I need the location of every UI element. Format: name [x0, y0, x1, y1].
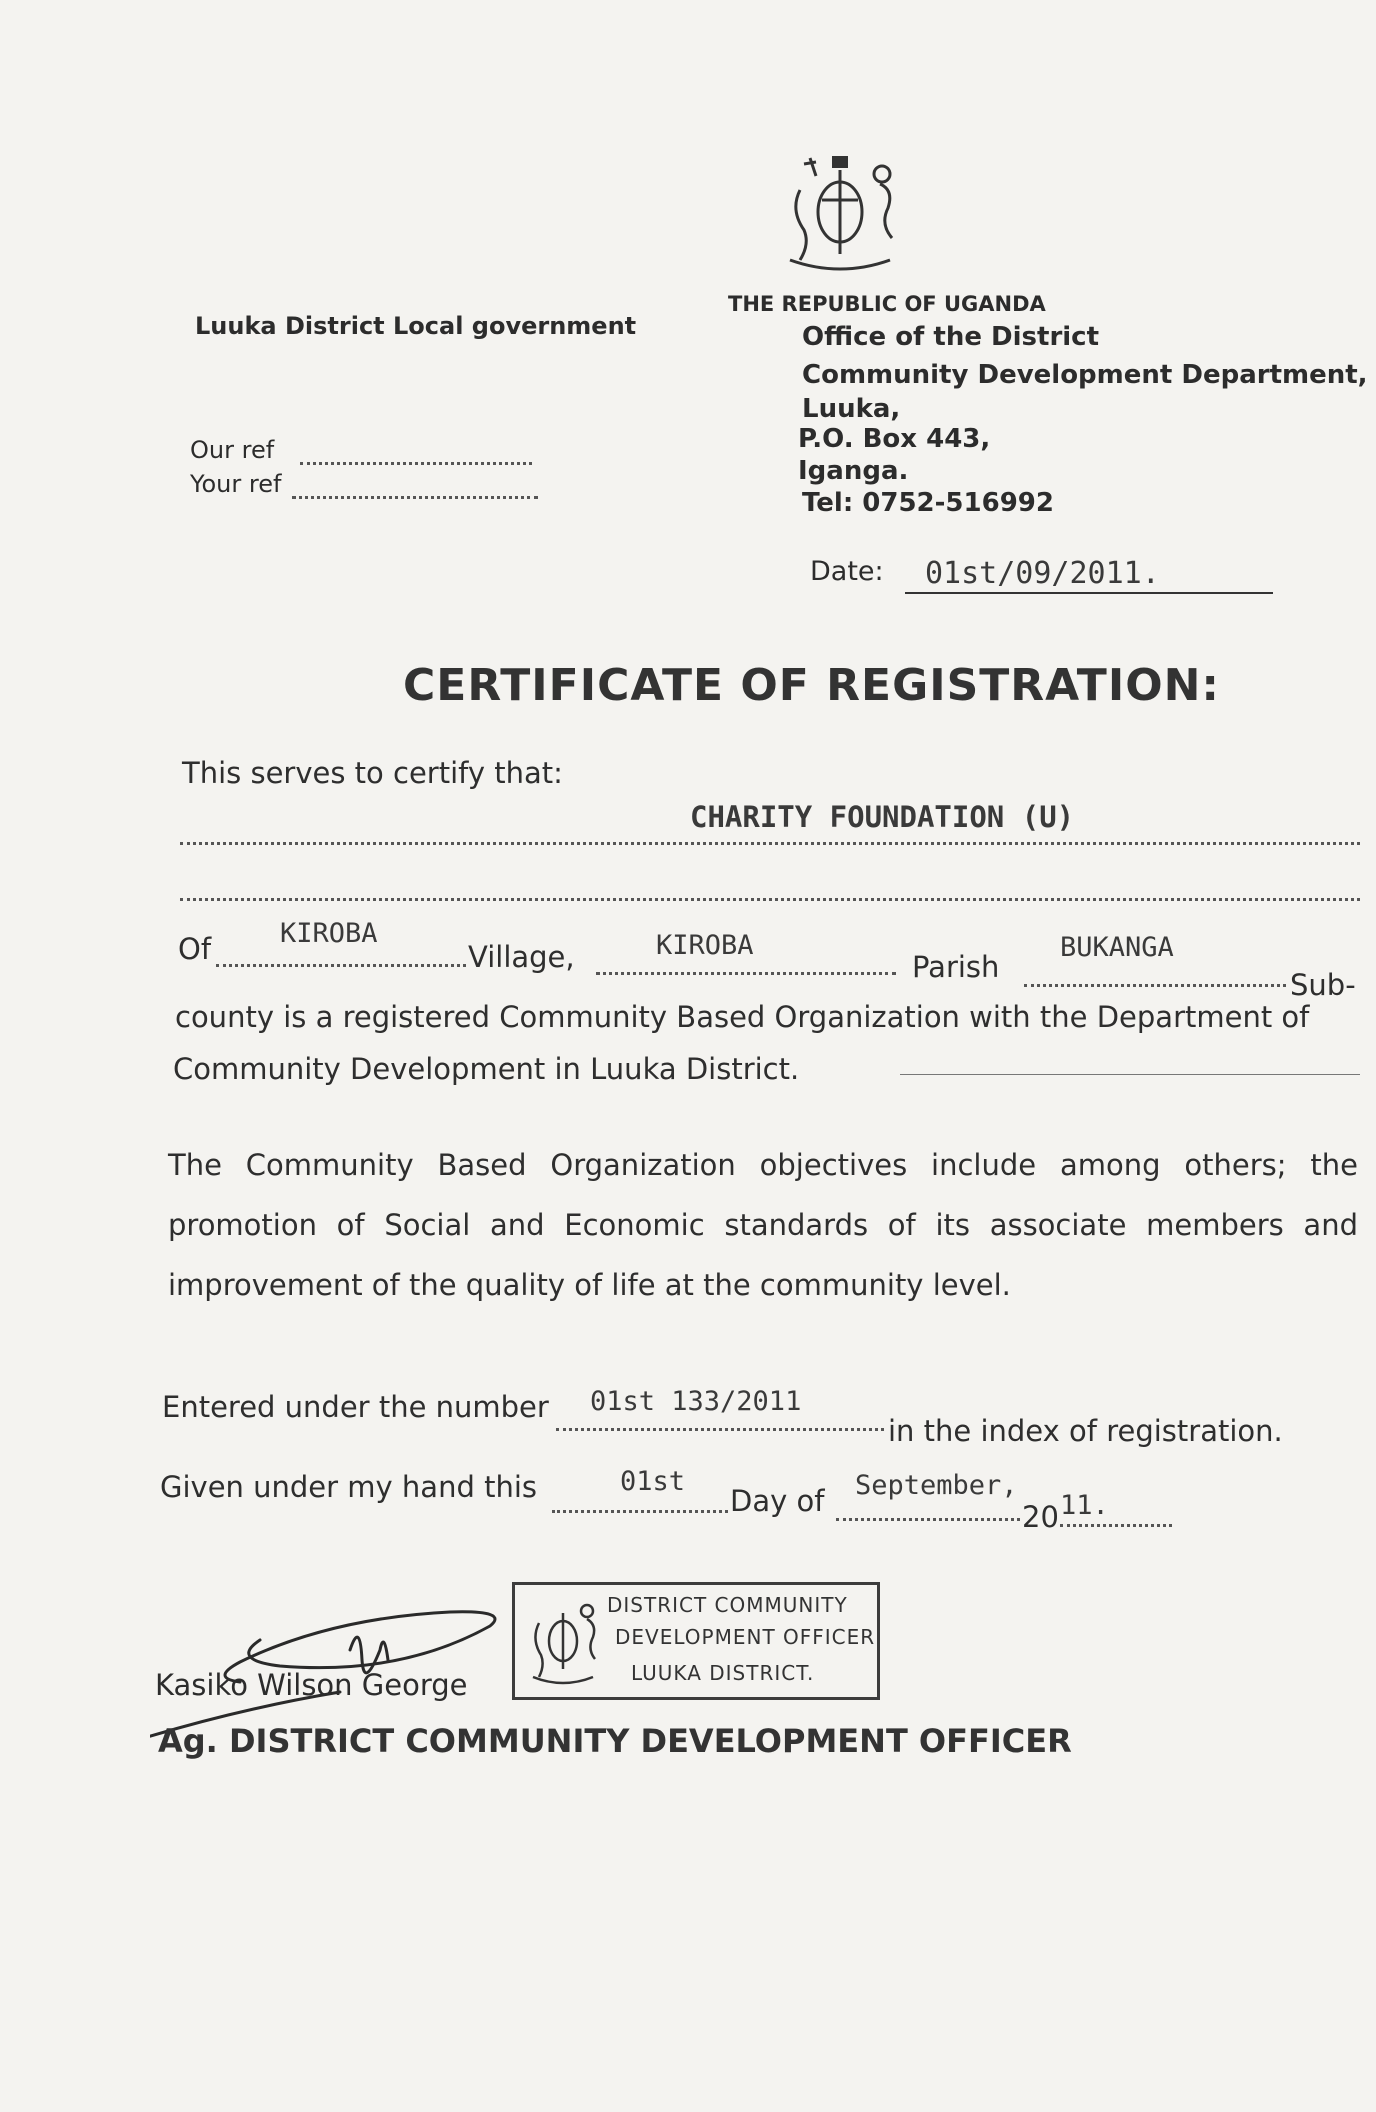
parish-value: KIROBA — [656, 930, 754, 961]
telephone: Tel: 0752-516992 — [802, 488, 1054, 518]
org-dots-2 — [180, 898, 1360, 901]
of-label: Of — [178, 932, 212, 966]
your-ref-label: Your ref — [190, 470, 282, 498]
day-label: Day of — [730, 1484, 825, 1518]
coat-of-arms-icon — [770, 150, 910, 285]
address-line: P.O. Box 443, — [798, 424, 991, 454]
day-dots — [552, 1510, 728, 1513]
year-value: 11. — [1060, 1490, 1109, 1521]
month-value: September, — [855, 1470, 1018, 1501]
year-prefix: 20 — [1022, 1500, 1059, 1534]
stamp-text: LUUKA DISTRICT. — [631, 1661, 815, 1685]
registration-statement: Community Development in Luuka District. — [173, 1052, 800, 1086]
address-line: Community Development Department, — [802, 360, 1368, 390]
objectives-line: promotion of Social and Economic standards of its associate members and — [168, 1208, 1358, 1242]
organization-name: CHARITY FOUNDATION (U) — [690, 800, 1075, 834]
date-label: Date: — [810, 556, 884, 587]
address-line: Iganga. — [798, 456, 909, 486]
village-value: KIROBA — [280, 918, 378, 949]
your-ref-dots — [292, 496, 538, 499]
stamp-text: DISTRICT COMMUNITY — [607, 1593, 848, 1617]
sub-label: Sub- — [1290, 968, 1356, 1002]
certificate-title: CERTIFICATE OF REGISTRATION: — [403, 660, 1221, 711]
entered-suffix: in the index of registration. — [888, 1414, 1283, 1448]
our-ref-dots — [300, 462, 532, 465]
day-value: 01st — [620, 1466, 686, 1497]
date-value: 01st/09/2011. — [925, 556, 1160, 591]
parish-label: Parish — [912, 950, 1000, 984]
parish-dots — [596, 972, 896, 975]
address-line: Luuka, — [802, 394, 901, 424]
stamp-text: DEVELOPMENT OFFICER — [615, 1625, 876, 1649]
faint-rule — [900, 1074, 1360, 1075]
subcounty-value: BUKANGA — [1060, 932, 1174, 963]
subcounty-dots — [1024, 984, 1286, 987]
signer-name: Kasiko Wilson George — [155, 1668, 468, 1702]
local-government-name: Luuka District Local government — [195, 312, 637, 340]
signer-title: Ag. DISTRICT COMMUNITY DEVELOPMENT OFFICER — [158, 1722, 1072, 1760]
org-dots-1 — [180, 842, 1360, 845]
objectives-line: The Community Based Organization objectives include among others; the — [168, 1148, 1358, 1182]
our-ref-label: Our ref — [190, 436, 275, 464]
objectives-line: improvement of the quality of life at the community level. — [168, 1268, 1011, 1302]
registration-number: 01st 133/2011 — [590, 1386, 802, 1417]
given-prefix: Given under my hand this — [160, 1470, 537, 1504]
republic-heading: THE REPUBLIC OF UGANDA — [728, 292, 1046, 316]
official-stamp — [512, 1582, 880, 1700]
certify-intro: This serves to certify that: — [182, 756, 563, 790]
date-underline — [905, 592, 1273, 594]
address-line: Office of the District — [802, 322, 1100, 352]
village-label: Village, — [468, 940, 575, 974]
registration-statement: county is a registered Community Based Organization with the Department of — [175, 1000, 1310, 1034]
stamp-emblem-icon — [523, 1593, 603, 1693]
entered-prefix: Entered under the number — [162, 1390, 549, 1424]
village-dots — [216, 964, 466, 967]
month-dots — [836, 1518, 1020, 1521]
number-dots — [556, 1428, 884, 1431]
year-dots — [1060, 1524, 1172, 1527]
